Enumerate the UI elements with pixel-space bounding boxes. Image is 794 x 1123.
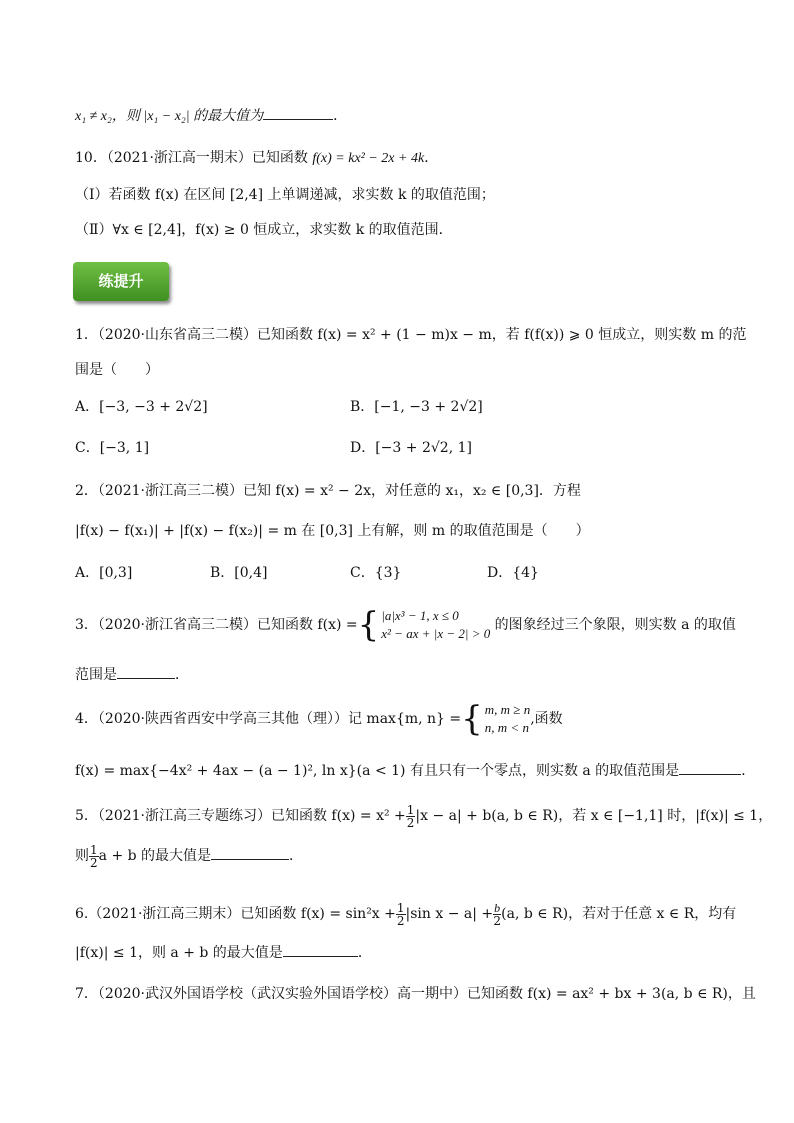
question-4-line-2-text: f(x) = max{−4x² + 4ax − (a − 1)², ln x}(a < 1) 有且只有一个零点，则实数 a 的取值范围是 — [75, 763, 680, 779]
question-5-head: 5．（2021·浙江高三专题练习）已知函数 f(x) = x² + — [75, 808, 406, 824]
question-6-head: 6.（2021·浙江高三期末）已知函数 f(x) = sin²x + — [75, 906, 396, 922]
fraction-denominator: 2 — [396, 913, 405, 928]
answer-blank — [211, 845, 289, 860]
end-mark: ． — [357, 945, 372, 961]
question-2-option-d: D．{4} — [487, 565, 539, 581]
question-5-line-2-post: a + b 的最大值是 — [98, 848, 212, 864]
answer-blank — [117, 664, 175, 679]
question-10 — [75, 148, 734, 169]
question-3-line-2-text: 范围是 — [75, 667, 117, 683]
case-2: n, m < n — [484, 720, 529, 735]
continuation-line — [75, 105, 734, 127]
section-label-practice-advanced: 练提升 — [73, 262, 169, 301]
question-4-tail: ,函数 — [530, 711, 563, 727]
question-4-line-2 — [75, 760, 756, 781]
question-3-line-1 — [75, 605, 734, 645]
fraction-denominator: 2 — [90, 855, 98, 870]
fraction-one-half — [89, 844, 99, 869]
question-5-tail: |x − a| + b(a, b ∈ R)，若 x ∈ [−1,1] 时，|f(x)| ≤ 1， — [415, 808, 773, 824]
question-2-option-c: C．{3} — [350, 565, 402, 581]
question-5-line-2 — [75, 840, 734, 872]
question-1-option-a: A．[−3, −3 + 2√2] — [75, 399, 208, 415]
question-10-part-2: （Ⅱ）∀x ∈ [2,4]，f(x) ≥ 0 恒成立，求实数 k 的取值范围． — [75, 222, 453, 238]
question-6-line-1 — [75, 898, 737, 930]
question-2-line-2: |f(x) − f(x₁)| + |f(x) − f(x₂)| = m 在 [0,3] 上有解，则 m 的取值范围是（ ） — [75, 523, 590, 539]
fraction-numerator: b — [494, 900, 501, 915]
fraction-numerator: 1 — [90, 842, 98, 857]
case-1: |a|x³ − 1, x ≤ 0 — [381, 608, 459, 623]
question-10-head: 10．（2021·浙江高一期末）已知函数 — [75, 150, 308, 166]
answer-blank — [283, 942, 358, 957]
piecewise-cases — [485, 701, 530, 737]
fraction-denominator: 2 — [493, 913, 501, 928]
answer-blank — [679, 760, 741, 775]
case-2: x² − ax + |x − 2| > 0 — [381, 626, 491, 641]
question-2-option-a: A．[0,3] — [75, 565, 133, 581]
continuation-text: x₁ ≠ x₂，则 |x₁ − x₂| 的最大值为 — [75, 109, 264, 124]
answer-blank — [263, 105, 333, 120]
fraction-one-half — [396, 902, 406, 927]
question-6-line-2-text: |f(x)| ≤ 1，则 a + b 的最大值是 — [75, 945, 283, 961]
end-mark: ． — [333, 108, 348, 124]
question-10-part-1: （Ⅰ）若函数 f(x) 在区间 [2,4] 上单调递减，求实数 k 的取值范围； — [75, 187, 495, 203]
end-mark: ． — [175, 667, 189, 683]
question-7-line-1: 7．（2020·武汉外国语学校（武汉实验外国语学校）高一期中）已知函数 f(x) = ax² + bx + 3(a, b ∈ R)，且 — [75, 986, 756, 1002]
brace-icon: { — [461, 699, 483, 739]
end-mark: ． — [289, 848, 304, 864]
fraction-numerator: 1 — [406, 802, 415, 817]
question-1-line-2: 围是（ ） — [75, 362, 159, 378]
fraction-b-half — [493, 902, 501, 927]
question-5-line-1 — [75, 800, 773, 832]
question-2-option-b: B．[0,4] — [210, 565, 268, 581]
question-5-line-2-pre: 则 — [75, 848, 89, 864]
question-3-tail: 的图象经过三个象限，则实数 a 的取值 — [494, 617, 736, 633]
fraction-numerator: 1 — [396, 900, 405, 915]
question-3-head: 3．（2020·浙江省高三二模）已知函数 f(x) = — [75, 617, 358, 633]
piecewise-cases — [381, 607, 490, 643]
case-1: m, m ≥ n — [484, 702, 531, 717]
question-1-option-d: D．[−3 + 2√2, 1] — [350, 440, 472, 456]
question-1-line-1: 1．（2020·山东省高三二模）已知函数 f(x) = x² + (1 − m)x − m，若 f(f(x)) ⩾ 0 恒成立，则实数 m 的范 — [75, 327, 747, 343]
question-2-line-1: 2．（2021·浙江高三二模）已知 f(x) = x² − 2x，对任意的 x₁，x₂ ∈ [0,3]．方程 — [75, 483, 581, 499]
question-4-head: 4．（2020·陕西省西安中学高三其他（理））记 max{m, n} = — [75, 711, 462, 727]
question-6-line-2 — [75, 942, 734, 963]
question-6-tail: (a, b ∈ R)，若对于任意 x ∈ R，均有 — [501, 906, 737, 922]
fraction-denominator: 2 — [406, 815, 415, 830]
fraction-one-half — [406, 804, 416, 829]
question-1-option-b: B．[−1, −3 + 2√2] — [350, 399, 483, 415]
question-10-formula: f(x) = kx² − 2x + 4k — [312, 151, 425, 166]
question-1-option-c: C．[−3, 1] — [75, 440, 150, 456]
question-4-line-1 — [75, 699, 734, 739]
end-mark: ． — [741, 763, 756, 779]
brace-icon: { — [357, 605, 380, 645]
question-6-mid: |sin x − a| + — [405, 906, 494, 922]
question-3-line-2 — [75, 664, 734, 685]
end-mark: ． — [424, 150, 439, 166]
